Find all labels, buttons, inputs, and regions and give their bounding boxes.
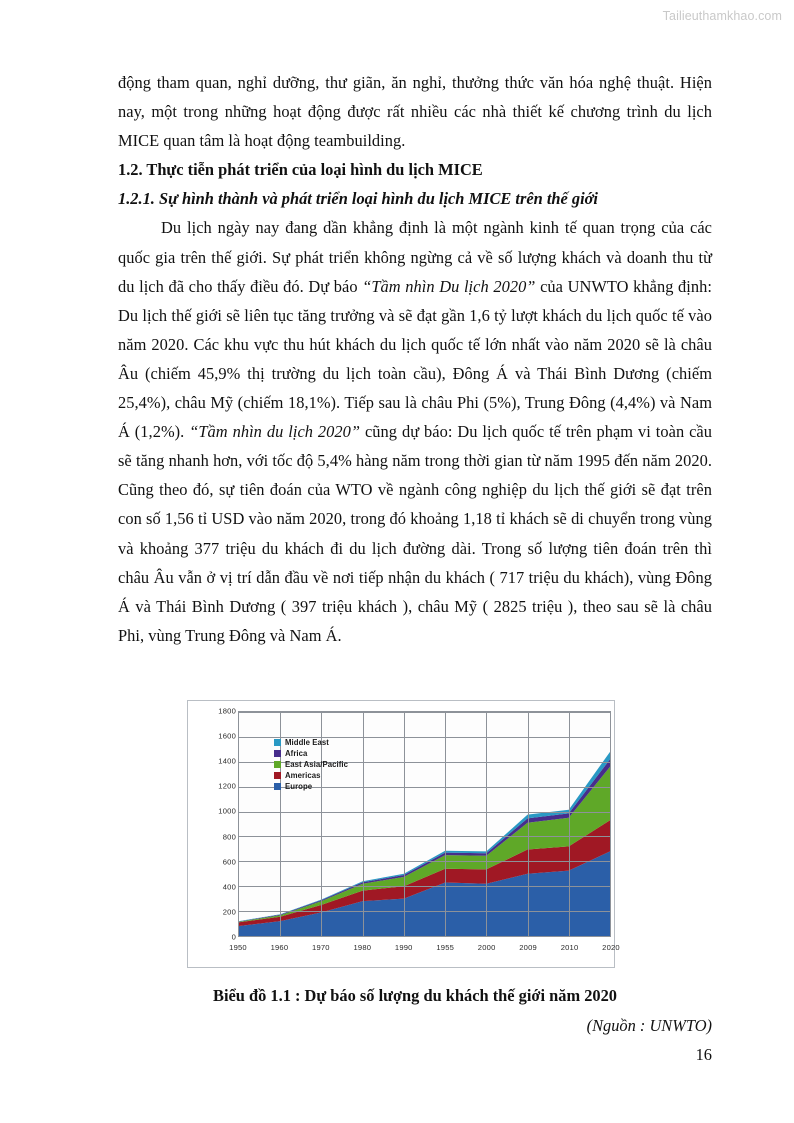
- grid-line-vertical: [528, 712, 529, 936]
- legend-item: [274, 759, 348, 770]
- grid-line-horizontal: [239, 836, 610, 837]
- legend-label: Europe: [285, 781, 313, 791]
- paragraph-main-part-b: của UNWTO khẳng định: Du lịch thế giới sẽ liên tục tăng trưởng và sẽ đạt gần 1,6 tỷ lượt khách du lịch quốc tế vào năm 2020. Các khu vực thu hút khách du lịch quốc tế lớn nhất vào năm 2020 sẽ là châu Âu (chiếm 45,9% thị trường du lịch toàn cầu), Đông Á và Thái Bình Dương (chiếm 25,4%), châu Mỹ (chiếm 18,1%). Tiếp sau là châu Phi (5%), Trung Đông (4,4%) và Nam Á (1,2%).: [118, 276, 712, 442]
- grid-line-horizontal: [239, 911, 610, 912]
- legend-label: Africa: [285, 748, 308, 758]
- legend-label: Middle East: [285, 737, 329, 747]
- x-axis-tick: 1950: [229, 943, 247, 952]
- grid-line-vertical: [363, 712, 364, 936]
- y-axis-tick-labels: [188, 706, 236, 942]
- x-axis-tick: 1970: [312, 943, 330, 952]
- y-axis-tick: 1200: [218, 781, 236, 791]
- y-axis-tick: 1800: [218, 706, 236, 716]
- y-axis-tick: 200: [222, 907, 236, 917]
- paragraph-main-part-a: Du lịch ngày nay đang dần khẳng định là một ngành kinh tế quan trọng của các quốc gia trên thế giới. Sự phát triển không ngừng cả về số lượng khách và doanh thu từ du lịch đã cho thấy điều đó. Dự báo: [118, 218, 712, 296]
- grid-line-vertical: [486, 712, 487, 936]
- grid-line-vertical: [445, 712, 446, 936]
- paragraph-main-part-c: cũng dự báo: Du lịch quốc tế trên phạm vi toàn cầu sẽ tăng nhanh hơn, với tốc độ 5,4% hàng năm trong thời gian từ năm 1995 đến năm 2020. Cũng theo đó, sự tiên đoán của WTO về ngành công nghiệp du lịch thế giới sẽ đạt trên con số 1,56 tỉ USD vào năm 2020, trong đó khoảng 1,18 tỉ khách sẽ di chuyển trong vùng và khoảng 377 triệu du khách đi du lịch đường dài. Trong số lượng tiên đoán trên thì châu Âu vẫn ở vị trí dẫn đầu về nơi tiếp nhận du khách ( 717 triệu du khách), vùng Đông Á và Thái Bình Dương ( 397 triệu khách ), châu Mỹ ( 2825 triệu ), theo sau sẽ là châu Phi, vùng Trung Đông và Nam Á.: [118, 422, 712, 645]
- grid-line-vertical: [569, 712, 570, 936]
- figure-chart-1-1: [187, 700, 620, 968]
- x-axis-tick: 2020: [602, 943, 620, 952]
- chart-inner: [188, 701, 620, 967]
- y-axis-tick: 0: [231, 932, 236, 942]
- x-axis-tick: 1955: [436, 943, 455, 952]
- x-axis-tick: 2000: [477, 943, 496, 952]
- paragraph-continued: động tham quan, nghỉ dưỡng, thư giãn, ăn nghỉ, thưởng thức văn hóa nghệ thuật. Hiện nay, một trong những hoạt động được rất nhiều các nhà thiết kế chương trình du lịch MICE quan tâm là hoạt động teambuilding.: [118, 73, 712, 151]
- grid-line-horizontal: [239, 712, 610, 713]
- grid-line-horizontal: [239, 812, 610, 813]
- legend-swatch-icon: [274, 750, 281, 757]
- legend-item: [274, 770, 348, 781]
- x-axis-tick: 2009: [519, 943, 537, 952]
- x-axis-tick: 2010: [560, 943, 579, 952]
- legend-swatch-icon: [274, 772, 281, 779]
- legend-label: East Asia/Pacific: [285, 759, 348, 769]
- heading-1-2-1: 1.2.1. Sự hình thành và phát triển loại hình du lịch MICE trên thế giới: [118, 189, 598, 209]
- x-axis-tick: 1990: [394, 943, 413, 952]
- grid-line-vertical: [404, 712, 405, 936]
- heading-1-2: 1.2. Thực tiễn phát triển của loại hình du lịch MICE: [118, 160, 483, 180]
- legend-item: [274, 737, 348, 748]
- legend-swatch-icon: [274, 739, 281, 746]
- legend-swatch-icon: [274, 783, 281, 790]
- grid-line-horizontal: [239, 886, 610, 887]
- y-axis-tick: 1400: [218, 756, 236, 766]
- quote-tam-nhin-du-lich-2020-second: “Tầm nhìn du lịch 2020”: [189, 422, 361, 442]
- document-body: [118, 68, 712, 650]
- legend-swatch-icon: [274, 761, 281, 768]
- chart-frame: [187, 700, 620, 968]
- x-axis-tick: 1980: [353, 943, 372, 952]
- legend-item: [274, 781, 348, 792]
- watermark-text: Tailieuthamkhao.com: [662, 9, 782, 23]
- legend-item: [274, 748, 348, 759]
- y-axis-tick: 800: [222, 832, 236, 842]
- paragraph-main: [118, 213, 712, 649]
- grid-line-horizontal: [239, 861, 610, 862]
- y-axis-tick: 600: [222, 857, 236, 867]
- chart-legend: [274, 737, 348, 792]
- x-axis-tick: 1960: [270, 943, 289, 952]
- legend-label: Americas: [285, 770, 321, 780]
- figure-caption: Biểu đồ 1.1 : Dự báo số lượng du khách thế giới năm 2020: [213, 986, 617, 1005]
- figure-source: (Nguồn : UNWTO): [586, 1016, 712, 1035]
- x-axis-tick-labels: [229, 943, 620, 957]
- quote-tam-nhin-du-lich-2020-first: “Tầm nhìn Du lịch 2020”: [362, 276, 536, 296]
- y-axis-tick: 400: [222, 882, 236, 892]
- y-axis-tick: 1000: [218, 806, 236, 816]
- page-number: 16: [695, 1045, 712, 1064]
- y-axis-tick: 1600: [218, 731, 236, 741]
- grid-line-vertical: [610, 712, 611, 936]
